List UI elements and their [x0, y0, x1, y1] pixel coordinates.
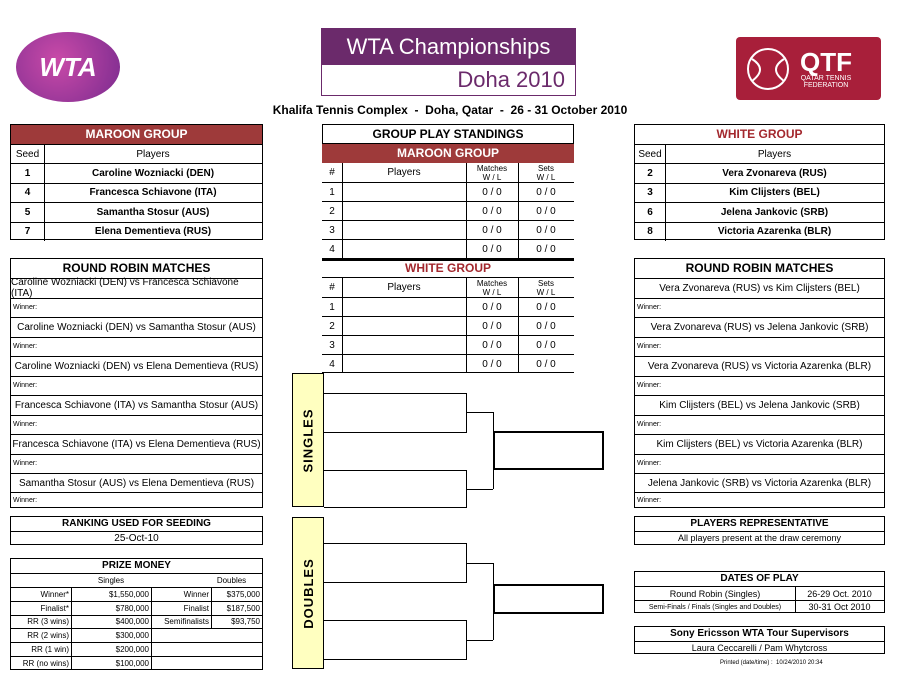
supervisors-names: Laura Ceccarelli / Pam Whytcross: [635, 641, 884, 654]
winner-row[interactable]: Winner:: [11, 415, 262, 435]
winner-row[interactable]: Winner:: [11, 298, 262, 318]
seed-cell: 4: [24, 187, 31, 199]
singles-connector-top: [467, 412, 493, 413]
match-row: Kim Clijsters (BEL) vs Jelena Jankovic (SRB): [635, 395, 884, 415]
doubles-connector-bottom: [467, 640, 493, 641]
prize-header-row: Singles Doubles: [11, 573, 262, 587]
table-row: 4 0 / 0 0 / 0: [322, 239, 574, 258]
table-row: RR (1 win) $200,000: [11, 642, 262, 656]
qtf-logo: [736, 37, 881, 100]
match-row: Francesca Schiavone (ITA) vs Samantha Stosur (AUS): [11, 395, 262, 415]
table-row: Finalist* $780,000 Finalist $187,500: [11, 601, 262, 615]
doubles-label-box: [292, 517, 324, 669]
player-cell: Jelena Jankovic (SRB): [720, 206, 829, 218]
player-cell: Caroline Wozniacki (DEN): [91, 167, 215, 179]
players-header: Players: [757, 148, 792, 160]
seed-header: Seed: [638, 148, 662, 160]
maroon-group-title: MAROON GROUP: [11, 125, 262, 144]
seed-cell: 3: [647, 187, 653, 199]
table-row: 3 0 / 0 0 / 0: [322, 335, 574, 354]
qtf-text: QTF: [800, 46, 852, 77]
player-cell: Samantha Stosur (AUS): [96, 206, 210, 218]
rr-right-title: ROUND ROBIN MATCHES: [685, 261, 834, 275]
white-group-title: WHITE GROUP: [716, 127, 803, 141]
seed-cell: 1: [24, 167, 31, 179]
player-cell: Kim Clijsters (BEL): [729, 187, 820, 199]
singles-semi-1: [324, 393, 467, 433]
table-row: RR (no wins) $100,000: [11, 656, 262, 670]
singles-label: SINGLES: [300, 407, 316, 473]
table-row: RR (3 wins) $400,000 Semifinalists $93,750: [11, 615, 262, 629]
winner-row[interactable]: Winner:: [11, 454, 262, 474]
standings-white-title: WHITE GROUP: [405, 261, 491, 275]
white-group-header-row: [635, 144, 884, 163]
ranking-title: RANKING USED FOR SEEDING: [62, 518, 211, 529]
supervisors-box: [634, 626, 885, 654]
seed-cell: 8: [647, 226, 653, 237]
title-top: [322, 29, 575, 65]
standings-title-box: [322, 124, 574, 144]
match-row: Vera Zvonareva (RUS) vs Jelena Jankovic (SRB): [635, 317, 884, 337]
table-row: 2 0 / 0 0 / 0: [322, 316, 574, 335]
table-row: [11, 163, 262, 183]
dates-table: [634, 571, 885, 613]
prize-money-table: [10, 558, 263, 670]
player-cell: Elena Dementieva (RUS): [94, 226, 212, 237]
table-row: [11, 183, 262, 203]
representative-box: [634, 516, 885, 545]
singles-connector-bottom: [467, 489, 493, 490]
table-row: 1 0 / 0 0 / 0: [322, 297, 574, 316]
table-row: [635, 202, 884, 222]
qtf-sub1: QATAR TENNIS: [800, 74, 852, 82]
subtitle: Doha 2010: [457, 67, 565, 92]
doubles-semi-2: [324, 620, 467, 660]
sets-header: Sets W / L: [536, 163, 556, 182]
seed-cell: 6: [647, 206, 653, 218]
table-row: [11, 202, 262, 222]
match-row: Caroline Wozniacki (DEN) vs Samantha Stosur (AUS): [11, 317, 262, 337]
singles-final-box[interactable]: [493, 431, 604, 470]
match-row: Vera Zvonareva (RUS) vs Kim Clijsters (BEL): [635, 278, 884, 298]
ranking-box: [10, 516, 263, 545]
ranking-date: 25-Oct-10: [11, 531, 262, 545]
standings-maroon-title: MAROON GROUP: [322, 144, 574, 163]
match-row: Jelena Jankovic (SRB) vs Victoria Azarenka (BLR): [635, 473, 884, 492]
title-banner: [321, 28, 576, 96]
winner-row[interactable]: Winner:: [635, 454, 884, 474]
seed-cell: 5: [24, 206, 31, 218]
match-row: Caroline Wozniacki (DEN) vs Francesca Schiavone (ITA): [11, 278, 262, 298]
table-row: 3 0 / 0 0 / 0: [322, 220, 574, 239]
winner-row[interactable]: Winner:: [11, 492, 262, 508]
page-title: WTA Championships: [346, 34, 551, 59]
printed-timestamp: Printed (date/time) : 10/24/2010 20:34: [720, 660, 823, 666]
wta-logo-text: WTA: [39, 51, 97, 82]
table-row: Semi-Finals / Finals (Singles and Doubles) 30-31 Oct 2010: [635, 600, 884, 613]
maroon-group-header-row: [11, 144, 262, 163]
winner-row[interactable]: Winner:: [635, 376, 884, 396]
singles-label-box: [292, 373, 324, 507]
table-row: 1 0 / 0 0 / 0: [322, 182, 574, 201]
winner-row[interactable]: Winner:: [635, 337, 884, 357]
match-row: Francesca Schiavone (ITA) vs Elena Dementieva (RUS): [11, 434, 262, 454]
table-row: 2 0 / 0 0 / 0: [322, 201, 574, 220]
winner-row[interactable]: Winner:: [11, 337, 262, 357]
white-group-table: [634, 124, 885, 240]
table-row: [635, 183, 884, 203]
tennis-ball-icon: [744, 45, 792, 93]
match-row: Caroline Wozniacki (DEN) vs Elena Dementieva (RUS): [11, 356, 262, 376]
supervisors-title: Sony Ericsson WTA Tour Supervisors: [670, 628, 849, 639]
table-row: 4 0 / 0 0 / 0: [322, 354, 574, 373]
winner-row[interactable]: Winner:: [635, 415, 884, 435]
match-row: Vera Zvonareva (RUS) vs Victoria Azarenka (BLR): [635, 356, 884, 376]
table-row: Winner* $1,550,000 Winner $375,000: [11, 587, 262, 601]
standings-header-row: [322, 163, 574, 182]
dates-title: DATES OF PLAY: [720, 573, 799, 584]
seed-cell: 7: [24, 226, 31, 237]
seed-cell: 2: [647, 167, 653, 179]
seed-header: Seed: [15, 148, 40, 160]
venue-line: Khalifa Tennis Complex - Doha, Qatar - 26 - 31 October 2010: [272, 103, 628, 117]
wta-logo: [16, 32, 120, 102]
matches-header: Matches W / L: [476, 163, 508, 182]
player-cell: Francesca Schiavone (ITA): [89, 187, 217, 199]
table-row: [635, 222, 884, 241]
table-row: [635, 163, 884, 183]
winner-row[interactable]: Winner:: [635, 492, 884, 508]
rr-left-table: [10, 258, 263, 508]
player-cell: Victoria Azarenka (BLR): [717, 226, 832, 237]
qtf-sub2: FEDERATION: [803, 81, 849, 89]
singles-semi-2: [324, 470, 467, 508]
players-header: Players: [387, 167, 421, 178]
winner-row[interactable]: Winner:: [635, 298, 884, 318]
standings-maroon-table: [322, 163, 574, 258]
representative-text: All players present at the draw ceremony: [635, 531, 884, 545]
doubles-semi-1: [324, 543, 467, 583]
doubles-final-box[interactable]: [493, 584, 604, 614]
prize-title: PRIZE MONEY: [102, 560, 171, 571]
winner-row[interactable]: Winner:: [11, 376, 262, 396]
standings-title: GROUP PLAY STANDINGS: [372, 127, 524, 141]
table-row: Round Robin (Singles) 26-29 Oct. 2010: [635, 586, 884, 600]
match-row: Samantha Stosur (AUS) vs Elena Dementieva (RUS): [11, 473, 262, 492]
doubles-label: DOUBLES: [300, 557, 316, 629]
table-row: RR (2 wins) $300,000: [11, 628, 262, 642]
hash-header: #: [329, 167, 335, 178]
doubles-connector-top: [467, 563, 493, 564]
match-row: Kim Clijsters (BEL) vs Victoria Azarenka (BLR): [635, 434, 884, 454]
table-row: [11, 222, 262, 241]
standings-white-table: [322, 277, 574, 373]
standings-header-row: # Players Matches W / L Sets W / L: [322, 277, 574, 297]
player-cell: Vera Zvonareva (RUS): [722, 167, 827, 179]
rr-right-table: [634, 258, 885, 508]
representative-title: PLAYERS REPRESENTATIVE: [690, 518, 829, 529]
maroon-group-table: [10, 124, 263, 240]
players-header: Players: [136, 148, 170, 160]
rr-left-title: ROUND ROBIN MATCHES: [62, 261, 211, 275]
